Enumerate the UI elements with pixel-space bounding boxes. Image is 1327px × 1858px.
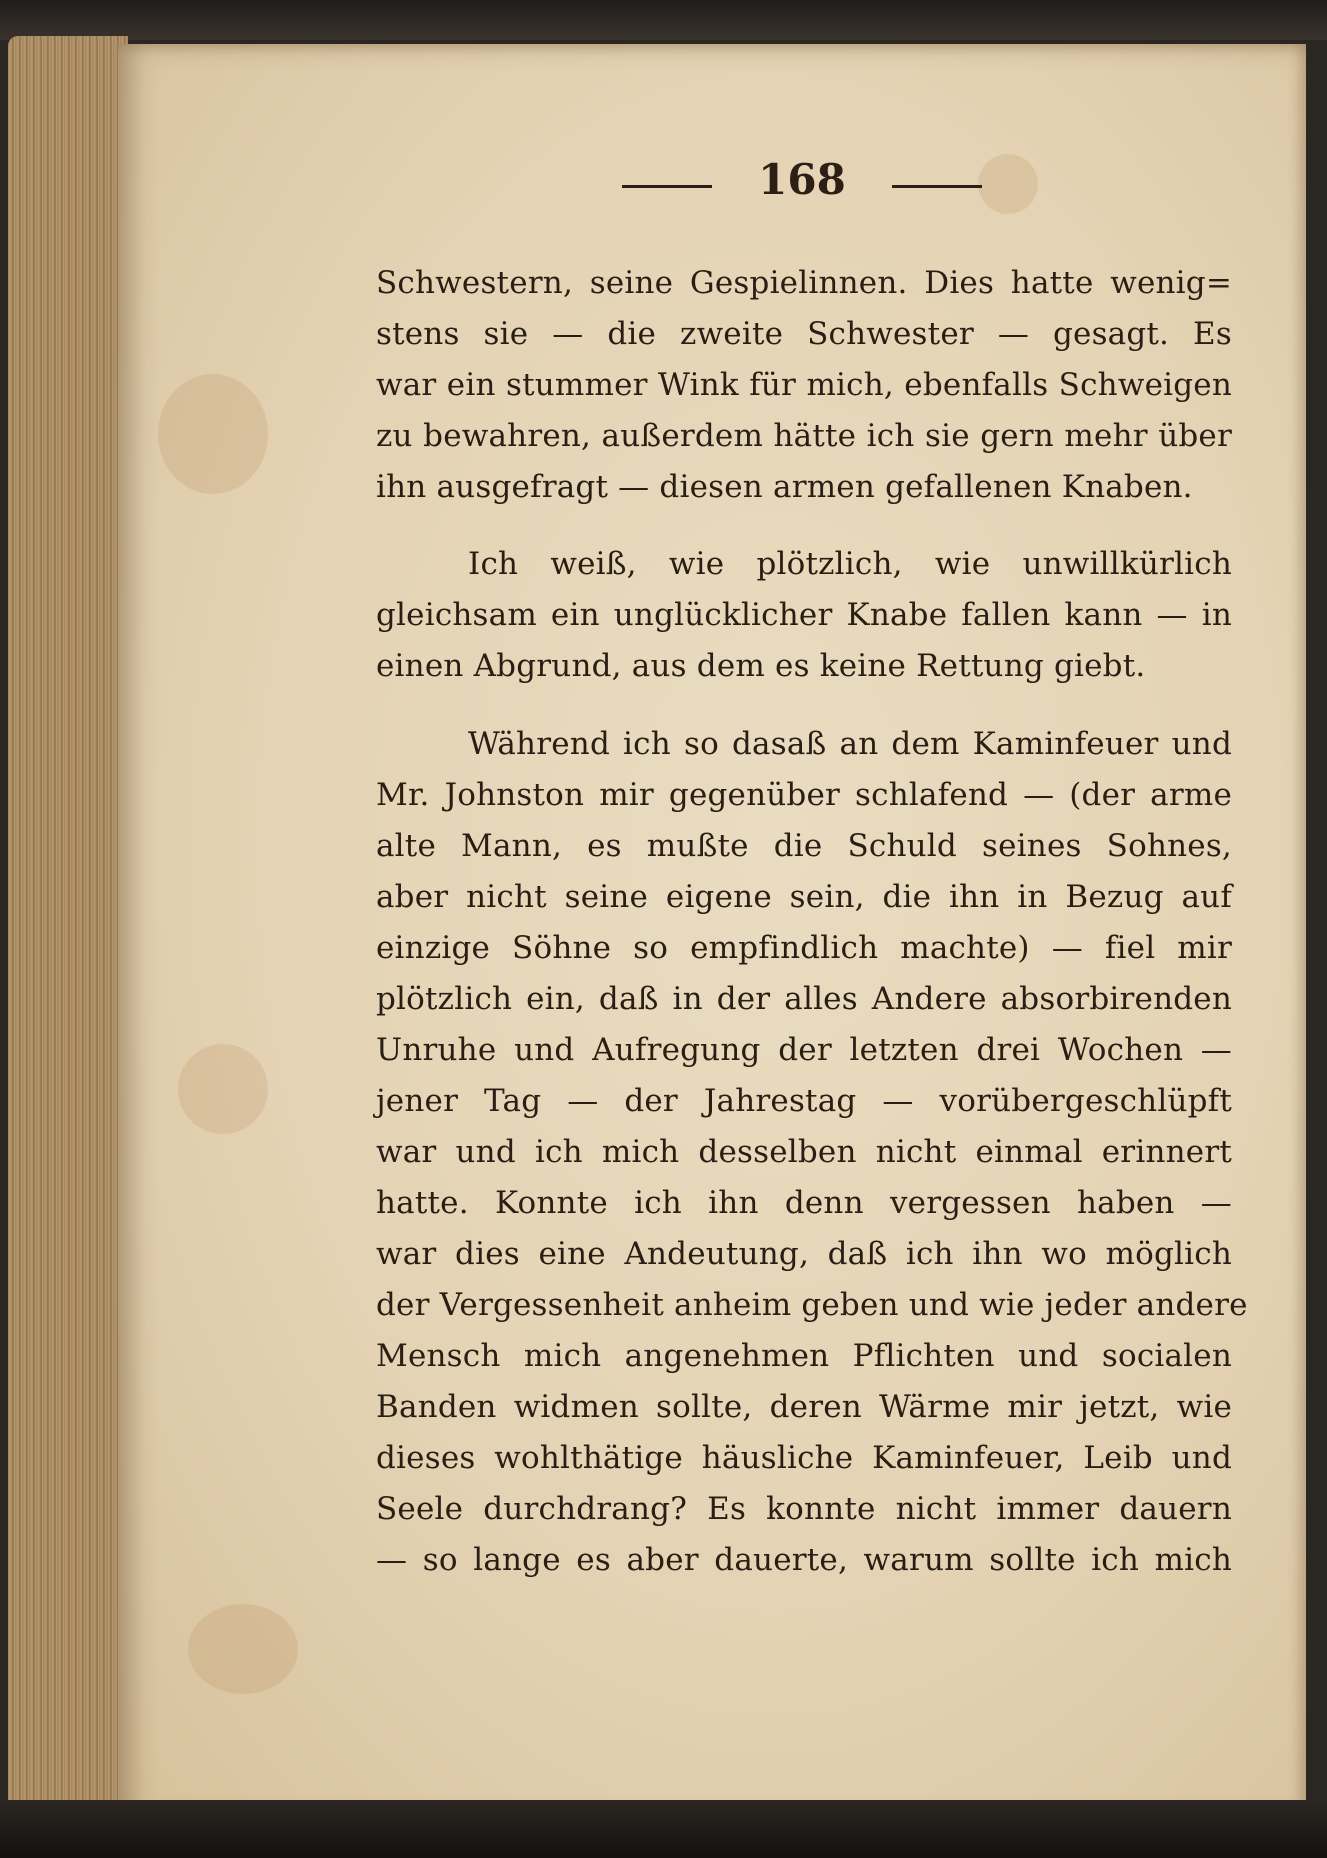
- text-line: einen Abgrund, aus dem es keine Rettung giebt.: [376, 648, 1146, 684]
- book-top-edge: [0, 0, 1327, 40]
- text-line: alte Mann, es mußte die Schuld seines Sohnes,: [376, 828, 1232, 864]
- text-line: ihn ausgefragt — diesen armen gefallenen Knaben.: [376, 469, 1193, 505]
- text-line: Mr. Johnston mir gegenüber schlafend — (der arme: [376, 777, 1232, 813]
- paper-stain: [978, 154, 1038, 214]
- text-line: Während ich so dasaß an dem Kaminfeuer und: [468, 726, 1232, 762]
- text-line: stens sie — die zweite Schwester — gesagt. Es: [376, 316, 1232, 352]
- text-line: gleichsam ein unglücklicher Knabe fallen kann — in: [376, 597, 1232, 633]
- text-line: war dies eine Andeutung, daß ich ihn wo möglich: [376, 1236, 1232, 1272]
- text-line: war ein stummer Wink für mich, ebenfalls Schweigen: [376, 367, 1232, 403]
- book-bottom-edge: [0, 1800, 1327, 1858]
- text-line: Banden widmen sollte, deren Wärme mir jetzt, wie: [376, 1389, 1232, 1425]
- text-line: der Vergessenheit anheim geben und wie jeder andere: [376, 1287, 1248, 1323]
- paper-stain: [178, 1044, 268, 1134]
- text-line: Unruhe und Aufregung der letzten drei Wochen —: [376, 1032, 1232, 1068]
- page-header: [622, 150, 982, 210]
- text-line: plötzlich ein, daß in der alles Andere absorbirenden: [376, 981, 1232, 1017]
- text-line: aber nicht seine eigene sein, die ihn in Bezug auf: [376, 879, 1232, 915]
- text-line: dieses wohlthätige häusliche Kaminfeuer, Leib und: [376, 1440, 1232, 1476]
- text-line: einzige Söhne so empfindlich machte) — fiel mir: [376, 930, 1232, 966]
- paper-stain: [188, 1604, 298, 1694]
- text-line: war und ich mich desselben nicht einmal erinnert: [376, 1134, 1232, 1170]
- text-line: hatte. Konnte ich ihn denn vergessen haben —: [376, 1185, 1232, 1221]
- text-line: jener Tag — der Jahrestag — vorübergeschlüpft: [376, 1083, 1232, 1119]
- paper-stain: [158, 374, 268, 494]
- text-line: Seele durchdrang? Es konnte nicht immer dauern: [376, 1491, 1232, 1527]
- header-dash-right: [892, 185, 982, 188]
- text-line: Mensch mich angenehmen Pflichten und socialen: [376, 1338, 1232, 1374]
- text-line: Ich weiß, wie plötzlich, wie unwillkürlich: [468, 546, 1232, 582]
- text-line: — so lange es aber dauerte, warum sollte ich mich: [376, 1542, 1232, 1578]
- page-stack-edge: [8, 36, 128, 1826]
- page-number: 168: [758, 155, 846, 204]
- text-line: Schwestern, seine Gespielinnen. Dies hatte wenig=: [376, 265, 1232, 301]
- text-line: zu bewahren, außerdem hätte ich sie gern mehr über: [376, 418, 1232, 454]
